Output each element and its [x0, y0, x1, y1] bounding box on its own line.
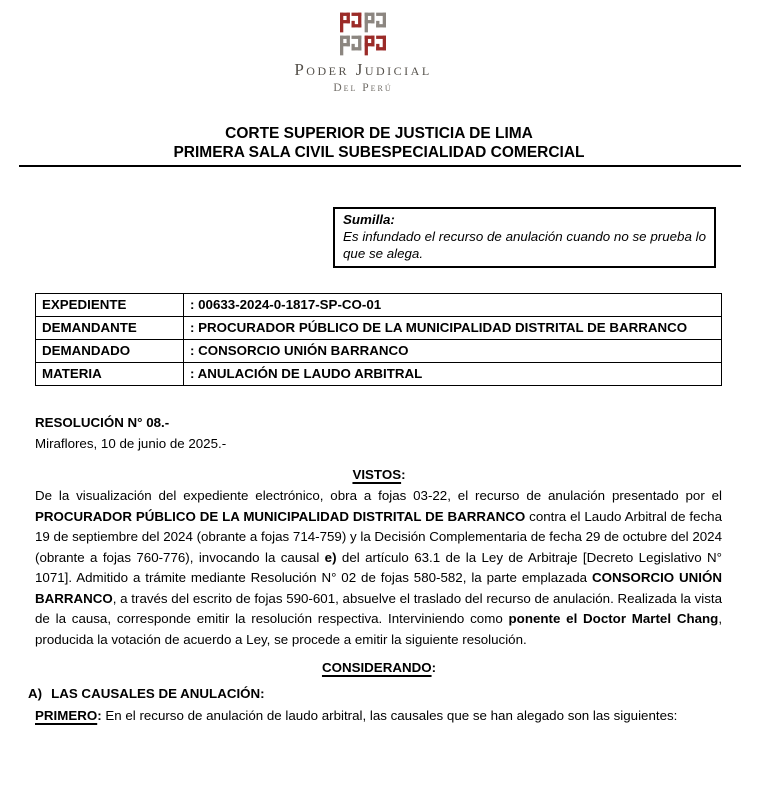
paragraph-text: , producida la votación de acuerdo a Ley, se procede a emitir la siguiente resolución. [35, 611, 723, 647]
table-row-materia [36, 363, 722, 386]
case-field-value: : 00633-2024-0-1817-SP-CO-01 [184, 294, 722, 317]
section-a-heading [28, 686, 722, 701]
paragraph-bold-demandante: PROCURADOR PÚBLICO DE LA MUNICIPALIDAD DISTRITAL DE BARRANCO [35, 508, 526, 524]
court-title-line1: CORTE SUPERIOR DE JUSTICIA DE LIMA [225, 125, 533, 142]
pj-tile-bottom-right [365, 36, 386, 56]
case-field-label: DEMANDANTE [36, 317, 184, 340]
table-row-demandante [36, 317, 722, 340]
primero-paragraph [35, 706, 722, 727]
pj-tile-bottom-left [340, 36, 361, 56]
poder-judicial-logo [0, 12, 758, 94]
table-row-demandado [36, 340, 722, 363]
considerando-heading-text: CONSIDERANDO [321, 660, 432, 675]
table-row-expediente [36, 294, 722, 317]
header-divider [19, 165, 741, 167]
case-field-value: : ANULACIÓN DE LAUDO ARBITRAL [184, 363, 722, 386]
poder-judicial-logo-inner [294, 12, 431, 94]
resolution-number: RESOLUCIÓN N° 08.- [35, 415, 170, 430]
vistos-heading-text: VISTOS [352, 467, 402, 482]
case-field-value: : CONSORCIO UNIÓN BARRANCO [184, 340, 722, 363]
case-info-table [35, 293, 722, 386]
paragraph-text: , a través del escrito de fojas 590-601, absuelve el traslado del recurso de anulación. Realizada la vista de la causa, corresponde emitir la resolución respectiva. Interviniendo como [35, 590, 722, 626]
paragraph-bold-demandado: CONSORCIO UNIÓN BARRANCO [35, 570, 723, 606]
resolution-block [35, 412, 722, 454]
primero-text: En el recurso de anulación de laudo arbitral, las causales que se han alegado son las siguientes: [101, 708, 678, 723]
pj-tile-top-right [365, 13, 386, 33]
considerando-heading-colon: : [431, 660, 437, 675]
logo-org-subtitle: Del Perú [333, 82, 393, 94]
poder-judicial-emblem-icon [340, 12, 386, 56]
section-a-title: LAS CAUSALES DE ANULACIÓN: [51, 686, 265, 701]
paragraph-text: De la visualización del expediente electrónico, obra a fojas 03-22, el recurso de anulación presentado por el [35, 488, 722, 503]
case-field-label: MATERIA [36, 363, 184, 386]
primero-colon: : [97, 708, 102, 723]
case-field-label: DEMANDADO [36, 340, 184, 363]
considerando-heading [0, 660, 758, 675]
logo-org-name: Poder Judicial [294, 60, 432, 79]
case-field-value: : PROCURADOR PÚBLICO DE LA MUNICIPALIDAD DISTRITAL DE BARRANCO [184, 317, 722, 340]
vistos-paragraph [35, 486, 722, 650]
court-title [0, 124, 758, 162]
paragraph-bold-causal: e) [324, 549, 337, 565]
resolution-place-date: Miraflores, 10 de junio de 2025.- [35, 436, 227, 451]
court-title-line2: PRIMERA SALA CIVIL SUBESPECIALIDAD COMERCIAL [173, 144, 585, 161]
paragraph-bold-ponente: ponente el Doctor Martel Chang [508, 611, 719, 626]
paragraph-text: del artículo 63.1 de la Ley de Arbitraje [Decreto Legislativo N° 1071]. Admitido a trámite mediante Resolución N° 02 de fojas 580-582, la parte emplazada [35, 549, 722, 585]
vistos-heading-colon: : [401, 467, 406, 482]
paragraph-text: contra el Laudo Arbitral de fecha 19 de septiembre del 2024 (obrante a fojas 714-759) y la Decisión Complementaria de fecha 29 de octubre del 2024 (obrante a fojas 760-776), invocando la causal [35, 508, 723, 565]
vistos-heading [0, 467, 758, 482]
primero-label: PRIMERO [35, 708, 98, 723]
sumilla-box [333, 207, 716, 268]
sumilla-text: Es infundado el recurso de anulación cuando no se prueba lo que se alega. [343, 229, 706, 261]
section-a-marker: A) [28, 686, 43, 701]
case-field-label: EXPEDIENTE [36, 294, 184, 317]
sumilla-label: Sumilla: [343, 212, 395, 227]
pj-tile-top-left [340, 13, 361, 33]
